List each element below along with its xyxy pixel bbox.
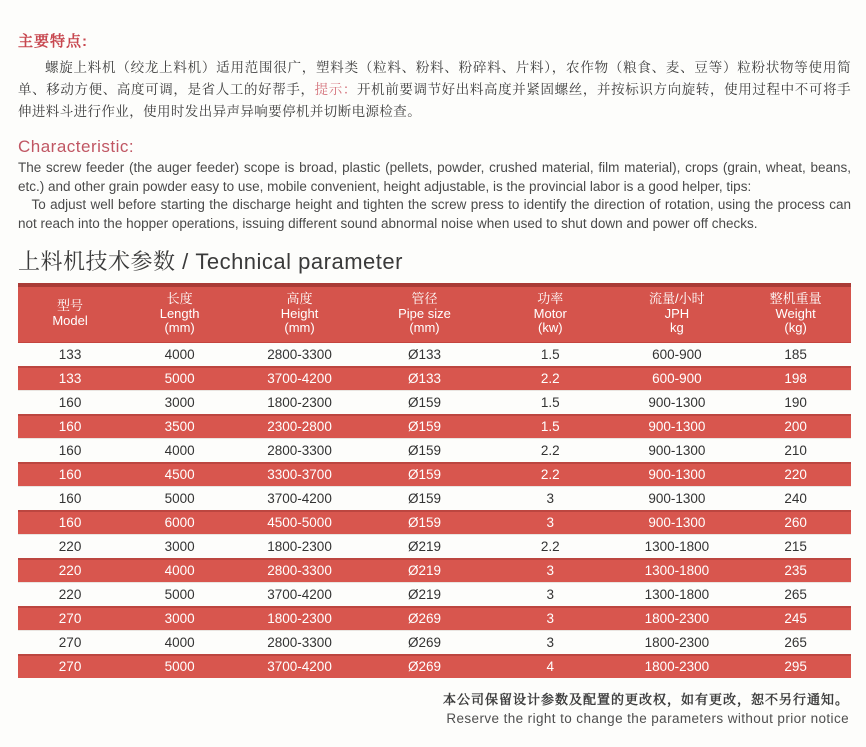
table-cell: 270 xyxy=(18,630,122,655)
table-cell: 3 xyxy=(487,582,614,607)
table-cell: Ø269 xyxy=(362,607,487,631)
table-header xyxy=(18,285,851,342)
table-cell: 270 xyxy=(18,607,122,631)
table-row xyxy=(18,582,851,607)
footer-note-en: Reserve the right to change the parameters without prior notice xyxy=(446,710,849,726)
table-cell: 260 xyxy=(740,511,851,535)
table-row xyxy=(18,655,851,678)
table-cell: 3 xyxy=(487,607,614,631)
table-row xyxy=(18,463,851,487)
table-cell: 3 xyxy=(487,559,614,583)
table-row xyxy=(18,559,851,583)
column-header xyxy=(487,285,614,342)
table-body xyxy=(18,342,851,678)
table-cell: 198 xyxy=(740,367,851,391)
column-header-line: 整机重量 xyxy=(769,291,822,306)
table-cell: Ø269 xyxy=(362,655,487,678)
table-cell: 2800-3300 xyxy=(237,630,362,655)
table-title: 上料机技术参数 / Technical parameter xyxy=(18,249,403,274)
table-cell: 1800-2300 xyxy=(614,630,741,655)
table-cell: 600-900 xyxy=(614,367,741,391)
table-cell: 2800-3300 xyxy=(237,438,362,463)
table-cell: 1.5 xyxy=(487,390,614,415)
table-cell: 210 xyxy=(740,438,851,463)
characteristic-paragraph-1: The screw feeder (the auger feeder) scope is broad, plastic (pellets, powder, crushed material, film material), crops (grain, wheat, beans, etc.) and other grain powder easy to use, mobile convenient, height adjustable, is the provincial labor is a good helper, tips: xyxy=(18,160,851,194)
table-cell: 1300-1800 xyxy=(614,534,741,559)
table-cell: Ø159 xyxy=(362,511,487,535)
table-cell: 235 xyxy=(740,559,851,583)
table-cell: 1300-1800 xyxy=(614,559,741,583)
table-cell: 5000 xyxy=(122,486,237,511)
table-cell: 900-1300 xyxy=(614,486,741,511)
table-row xyxy=(18,534,851,559)
column-header xyxy=(614,285,741,342)
table-cell: 5000 xyxy=(122,367,237,391)
features-paragraph xyxy=(18,57,851,123)
table-cell: Ø159 xyxy=(362,438,487,463)
table-cell: Ø159 xyxy=(362,390,487,415)
table-cell: 900-1300 xyxy=(614,438,741,463)
footer-note xyxy=(18,689,851,726)
table-cell: 160 xyxy=(18,486,122,511)
table-row xyxy=(18,438,851,463)
table-cell: 270 xyxy=(18,655,122,678)
table-cell: Ø159 xyxy=(362,415,487,439)
technical-parameter-table xyxy=(18,283,851,678)
table-row xyxy=(18,367,851,391)
table-cell: 4500-5000 xyxy=(237,511,362,535)
table-cell: 900-1300 xyxy=(614,390,741,415)
table-cell: 1.5 xyxy=(487,415,614,439)
column-header-line: Model xyxy=(52,312,88,328)
column-header xyxy=(237,285,362,342)
table-cell: Ø159 xyxy=(362,486,487,511)
features-text-1: 螺旋上料机（绞龙上料机）适用范围很广，塑料类（粒料、粉料、粉碎料、片料），农作物（粮食、麦、豆等）粒粉状物等使用简单、移动方便、高度可调，是省人工的好帮手， xyxy=(18,60,851,97)
table-cell: 200 xyxy=(740,415,851,439)
table-cell: 190 xyxy=(740,390,851,415)
column-header-line: 型号 xyxy=(57,298,84,314)
table-cell: 3300-3700 xyxy=(237,463,362,487)
table-cell: 2.2 xyxy=(487,438,614,463)
table-cell: Ø133 xyxy=(362,342,487,367)
features-tip-label: 提示： xyxy=(314,82,357,97)
characteristic-heading: Characteristic: xyxy=(18,137,135,156)
table-cell: 3000 xyxy=(122,390,237,415)
column-header-line: Pipe size xyxy=(398,305,451,321)
table-cell: 1300-1800 xyxy=(614,582,741,607)
table-cell: Ø219 xyxy=(362,534,487,559)
table-header-row xyxy=(18,285,851,342)
table-cell: 220 xyxy=(18,534,122,559)
column-header-line: 长度 xyxy=(166,291,193,306)
features-heading: 主要特点: xyxy=(18,33,88,50)
table-row xyxy=(18,486,851,511)
table-cell: 160 xyxy=(18,415,122,439)
table-cell: Ø219 xyxy=(362,559,487,583)
table-cell: 295 xyxy=(740,655,851,678)
column-header-line: 功率 xyxy=(537,291,564,306)
table-cell: 4 xyxy=(487,655,614,678)
table-cell: 220 xyxy=(18,559,122,583)
table-cell: 2.2 xyxy=(487,367,614,391)
column-header-line: (mm) xyxy=(284,320,315,335)
table-cell: 160 xyxy=(18,390,122,415)
column-header-line: JPH xyxy=(664,305,690,321)
table-cell: 1800-2300 xyxy=(614,655,741,678)
column-header-line: Weight xyxy=(775,305,816,321)
table-cell: 3700-4200 xyxy=(237,655,362,678)
table-cell: 5000 xyxy=(122,582,237,607)
column-header-line: kg xyxy=(670,320,684,335)
table-cell: 3 xyxy=(487,486,614,511)
table-cell: 2.2 xyxy=(487,463,614,487)
table-cell: 220 xyxy=(18,582,122,607)
table-cell: 4000 xyxy=(122,630,237,655)
table-cell: 2300-2800 xyxy=(237,415,362,439)
characteristic-paragraph-2: To adjust well before starting the discharge height and tighten the screw press to identify the direction of rotation, using the process can not reach into the hopper operations, issuing different sound abnormal noise when used to shut down and power off checks. xyxy=(18,197,851,231)
table-cell: 1800-2300 xyxy=(614,607,741,631)
column-header-line: 高度 xyxy=(286,291,313,306)
column-header-line: Motor xyxy=(533,305,567,321)
footer-note-cn: 本公司保留设计参数及配置的更改权，如有更改，恕不另行通知。 xyxy=(442,691,849,707)
table-cell: 160 xyxy=(18,511,122,535)
table-cell: 265 xyxy=(740,630,851,655)
column-header xyxy=(18,285,122,342)
column-header-line: Height xyxy=(280,305,319,321)
table-row xyxy=(18,630,851,655)
table-cell: 3 xyxy=(487,511,614,535)
table-cell: 3500 xyxy=(122,415,237,439)
table-cell: 185 xyxy=(740,342,851,367)
table-cell: 900-1300 xyxy=(614,415,741,439)
table-cell: 5000 xyxy=(122,655,237,678)
column-header-line: 管径 xyxy=(411,291,438,306)
table-cell: 4000 xyxy=(122,342,237,367)
table-row xyxy=(18,511,851,535)
table-row xyxy=(18,607,851,631)
table-cell: 1800-2300 xyxy=(237,534,362,559)
column-header-line: (kw) xyxy=(537,320,563,335)
column-header-line: 流量/小时 xyxy=(649,291,705,306)
table-cell: 900-1300 xyxy=(614,463,741,487)
table-cell: 3700-4200 xyxy=(237,367,362,391)
table-cell: 1800-2300 xyxy=(237,390,362,415)
table-cell: 2.2 xyxy=(487,534,614,559)
table-cell: 2800-3300 xyxy=(237,342,362,367)
table-cell: 160 xyxy=(18,438,122,463)
table-cell: 4000 xyxy=(122,438,237,463)
column-header xyxy=(362,285,487,342)
table-row xyxy=(18,342,851,367)
table-cell: 3700-4200 xyxy=(237,582,362,607)
table-cell: 265 xyxy=(740,582,851,607)
table-cell: 215 xyxy=(740,534,851,559)
table-cell: 4500 xyxy=(122,463,237,487)
column-header-line: Length xyxy=(159,305,200,321)
column-header-line: (kg) xyxy=(784,320,807,335)
table-cell: 245 xyxy=(740,607,851,631)
table-cell: Ø219 xyxy=(362,582,487,607)
table-cell: 1800-2300 xyxy=(237,607,362,631)
table-cell: 1.5 xyxy=(487,342,614,367)
table-cell: Ø159 xyxy=(362,463,487,487)
table-cell: 3 xyxy=(487,630,614,655)
column-header xyxy=(740,285,851,342)
table-cell: 900-1300 xyxy=(614,511,741,535)
column-header-line: (mm) xyxy=(164,320,195,335)
table-row xyxy=(18,415,851,439)
table-row xyxy=(18,390,851,415)
table-cell: 6000 xyxy=(122,511,237,535)
table-cell: Ø269 xyxy=(362,630,487,655)
table-cell: 600-900 xyxy=(614,342,741,367)
column-header-line: (mm) xyxy=(409,320,440,335)
features-text-2: 开机前要调节好出料高度并紧固螺丝，并按标识方向旋转，使用过程中不可将手伸进料斗进行作业，使用时发出异声异响要停机并切断电源检查。 xyxy=(18,82,852,119)
table-cell: 4000 xyxy=(122,559,237,583)
table-cell: 2800-3300 xyxy=(237,559,362,583)
column-header xyxy=(122,285,237,342)
table-cell: 3000 xyxy=(122,534,237,559)
table-cell: 220 xyxy=(740,463,851,487)
table-cell: 3000 xyxy=(122,607,237,631)
table-cell: 133 xyxy=(18,342,122,367)
table-cell: 160 xyxy=(18,463,122,487)
table-cell: 3700-4200 xyxy=(237,486,362,511)
table-cell: 133 xyxy=(18,367,122,391)
table-cell: Ø133 xyxy=(362,367,487,391)
table-cell: 240 xyxy=(740,486,851,511)
